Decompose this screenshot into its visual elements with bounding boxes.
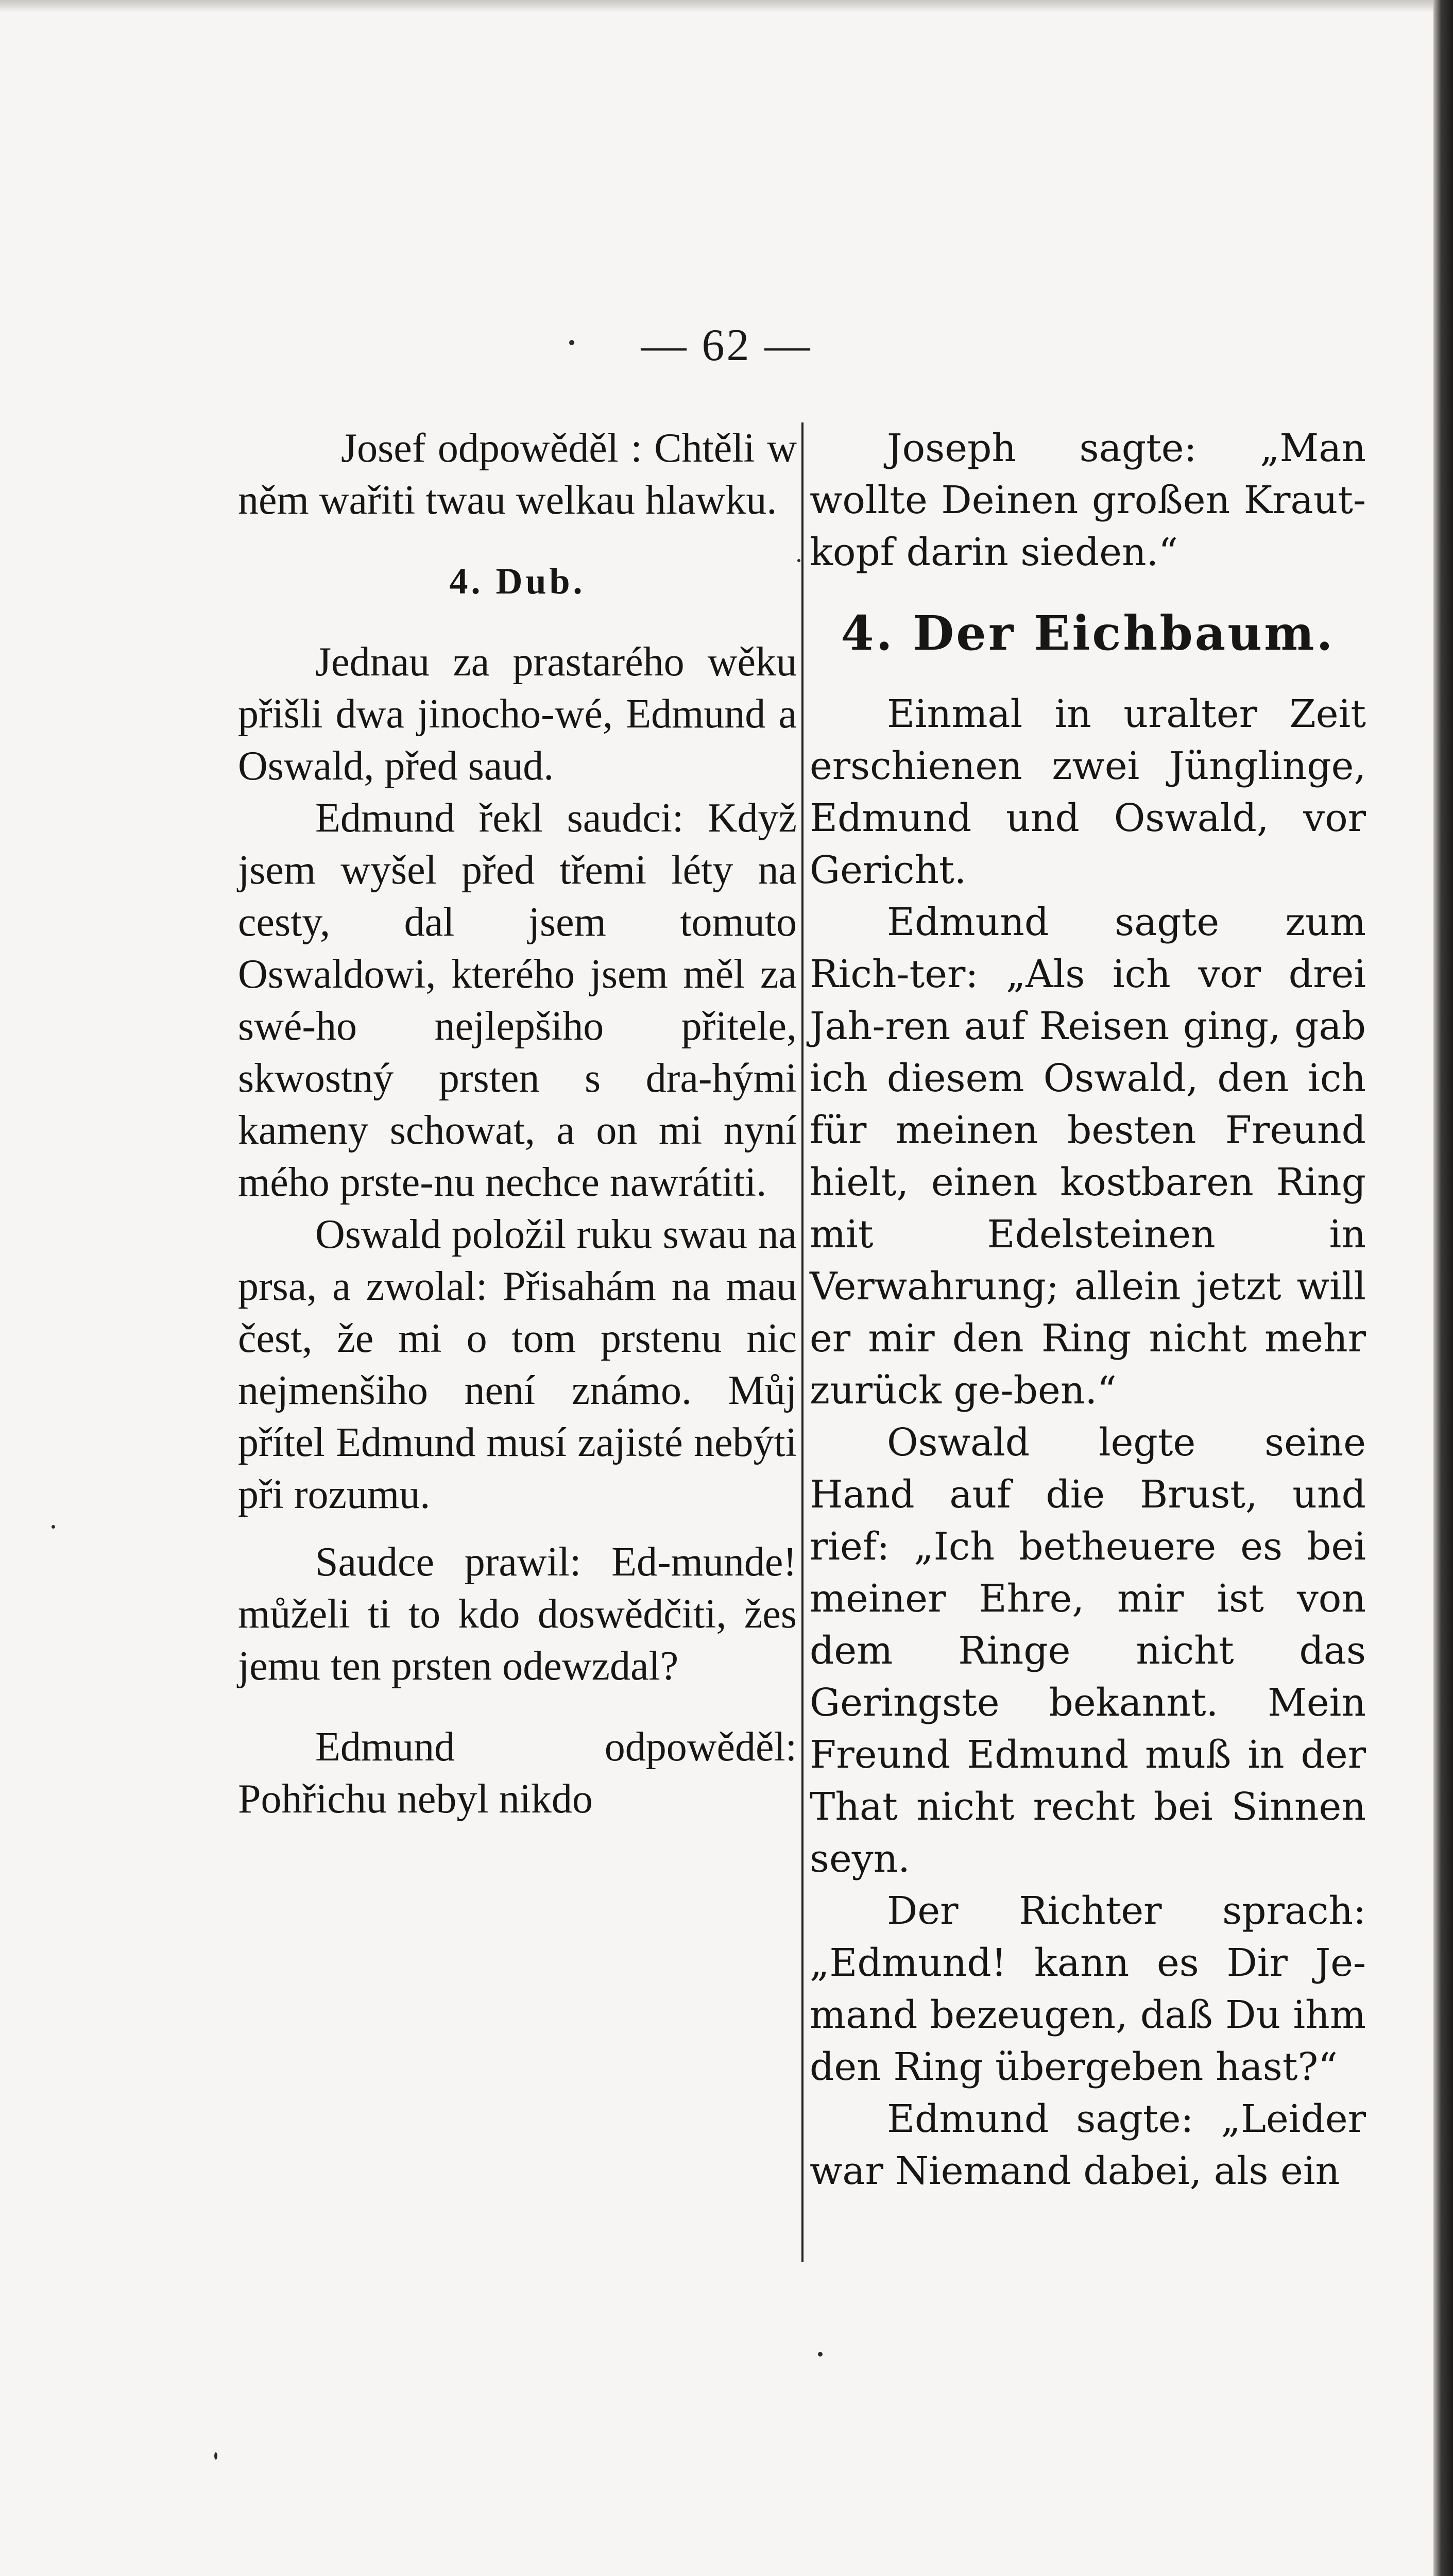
- czech-intro: Josef odpowěděl : Chtěli w něm wařiti twau welkau hlawku.: [238, 426, 797, 523]
- german-paragraph-1: Einmal in uralter Zeit erschienen zwei Jünglinge, Edmund und Oswald, vor Gericht.: [810, 692, 1366, 892]
- czech-paragraph-5: Edmund odpowěděl: Pohřichu nebyl nikdo: [238, 1724, 797, 1822]
- german-paragraph-5: Edmund sagte: „Leider war Niemand dabei, als ein: [810, 2097, 1366, 2193]
- page-top-edge: [0, 0, 1453, 12]
- column-divider: [801, 422, 804, 2262]
- czech-heading: 4. Dub.: [449, 561, 586, 602]
- page-number: — 62 —: [641, 320, 812, 370]
- german-paragraph-3: Oswald legte seine Hand auf die Brust, und rief: „Ich betheuere es bei meiner Ehre, mir ist von dem Ringe nicht das Geringste bekannt. Mein Freund Edmund muß in der That nicht recht bei Sinnen seyn.: [810, 1420, 1366, 1881]
- paper-speck: [214, 2452, 217, 2460]
- czech-paragraph-3: Oswald položil ruku swau na prsa, a zwolal: Přisahám na mau čest, že mi o tom prstenu nic nejmenšiho není známo. Můj přítel Edmund musí zajisté nebýti při rozumu.: [238, 1212, 797, 1517]
- czech-column: [238, 422, 797, 1825]
- german-heading: 4. Der Eichbaum.: [841, 605, 1335, 661]
- czech-paragraph-1: Jednau za prastarého wěku přišli dwa jinocho-wé, Edmund a Oswald, před saud.: [238, 639, 797, 789]
- german-paragraph-2: Edmund sagte zum Rich-ter: „Als ich vor drei Jah-ren auf Reisen ging, gab ich diesem Oswald, den ich für meinen besten Freund hielt, einen kostbaren Ring mit Edelsteinen in Verwahrung; allein jetzt will er mir den Ring nicht mehr zurück ge-ben.“: [810, 900, 1366, 1413]
- german-paragraph-4: Der Richter sprach: „Edmund! kann es Dir Je-mand bezeugen, daß Du ihm den Ring übergeben hast?“: [810, 1889, 1366, 2089]
- czech-paragraph-4: Saudce prawil: Ed-munde! můželi ti to kdo doswědčiti, žes jemu ten prsten odewzdal?: [238, 1539, 797, 1689]
- german-column: [810, 422, 1366, 2197]
- paper-speck: [52, 1525, 55, 1529]
- czech-paragraph-2: Edmund řekl saudci: Když jsem wyšel před třemi léty na cesty, dal jsem tomuto Oswaldowi, kterého jsem měl za swé-ho nejlepšiho přitele, skwostný prsten s dra-hými kameny schowat, a on mi nyní mého prste-nu nechce nawrátiti.: [238, 795, 797, 1205]
- german-intro: Joseph sagte: „Man wollte Deinen großen Kraut-kopf darin sieden.“: [810, 426, 1366, 574]
- paper-speck: [818, 2352, 823, 2357]
- page-binding-edge: [1433, 0, 1453, 2576]
- paper-speck: [797, 559, 800, 562]
